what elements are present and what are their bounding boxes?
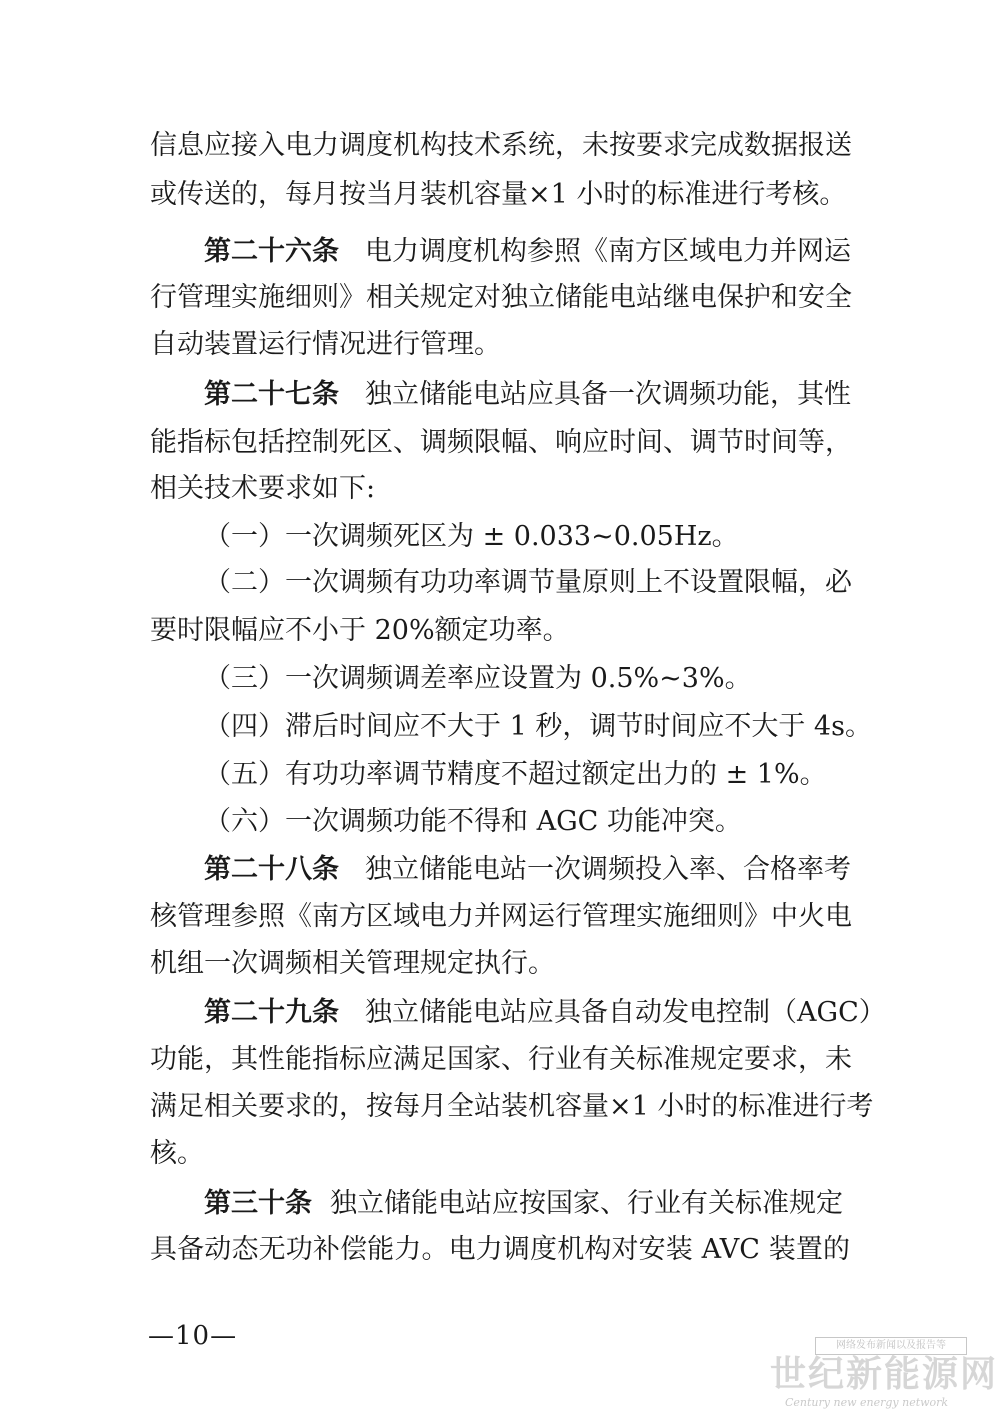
list-item: （四）滞后时间应不大于 1 秒，调节时间应不大于 4s。 [204, 711, 872, 742]
body-line: 功能，其性能指标应满足国家、行业有关标准规定要求，未 [150, 1044, 852, 1075]
article-heading: 第二十七条 [204, 379, 339, 410]
article-28-line [150, 850, 850, 890]
body-line: 核管理参照《南方区域电力并网运行管理实施细则》中火电 [150, 901, 852, 932]
body-line: 或传送的，每月按当月装机容量×1 小时的标准进行考核。 [150, 179, 847, 210]
article-heading: 第二十九条 [204, 997, 339, 1028]
body-line: 相关技术要求如下: [150, 473, 376, 504]
article-text: 独立储能电站应具备自动发电控制（AGC） [365, 997, 886, 1028]
watermark-top-text: 网络发布新闻以及报告等 [815, 1337, 967, 1355]
list-item: （二）一次调频有功功率调节量原则上不设置限幅，必 [204, 567, 852, 598]
article-text: 独立储能电站应按国家、行业有关标准规定 [330, 1188, 843, 1219]
article-29-line [150, 993, 886, 1033]
watermark-brand: 世纪新能源网 [770, 1354, 999, 1395]
body-line: 信息应接入电力调度机构技术系统，未按要求完成数据报送 [150, 130, 852, 161]
article-heading: 第二十八条 [204, 854, 339, 885]
body-line: 能指标包括控制死区、调频限幅、响应时间、调节时间等， [150, 427, 852, 458]
body-line: 自动装置运行情况进行管理。 [150, 329, 501, 360]
article-27-line [150, 375, 850, 415]
body-line: 要时限幅应不小于 20%额定功率。 [150, 615, 570, 646]
body-line: 满足相关要求的，按每月全站装机容量×1 小时的标准进行考 [150, 1091, 874, 1122]
body-line: 核。 [150, 1138, 204, 1169]
list-item: （一）一次调频死区为 ± 0.033~0.05Hz。 [204, 521, 739, 552]
article-text: 独立储能电站一次调频投入率、合格率考 [365, 854, 851, 885]
list-item: （五）有功功率调节精度不超过额定出力的 ± 1%。 [204, 759, 827, 790]
article-text: 电力调度机构参照《南方区域电力并网运 [365, 236, 851, 267]
watermark [760, 1337, 999, 1411]
list-item: （六）一次调频功能不得和 AGC 功能冲突。 [204, 806, 742, 837]
list-item: （三）一次调频调差率应设置为 0.5%~3%。 [204, 663, 752, 694]
body-line: 具备动态无功补偿能力。电力调度机构对安装 AVC 装置的 [150, 1234, 850, 1265]
article-heading: 第二十六条 [204, 236, 339, 267]
watermark-subtitle: Century new energy network [785, 1396, 949, 1409]
article-30-line [150, 1184, 850, 1224]
body-line: 机组一次调频相关管理规定执行。 [150, 948, 555, 979]
body-line: 行管理实施细则》相关规定对独立储能电站继电保护和安全 [150, 282, 852, 313]
page-number: —10— [148, 1321, 238, 1351]
article-26-line [150, 232, 850, 272]
article-text: 独立储能电站应具备一次调频功能，其性 [365, 379, 851, 410]
article-heading: 第三十条 [204, 1188, 312, 1219]
